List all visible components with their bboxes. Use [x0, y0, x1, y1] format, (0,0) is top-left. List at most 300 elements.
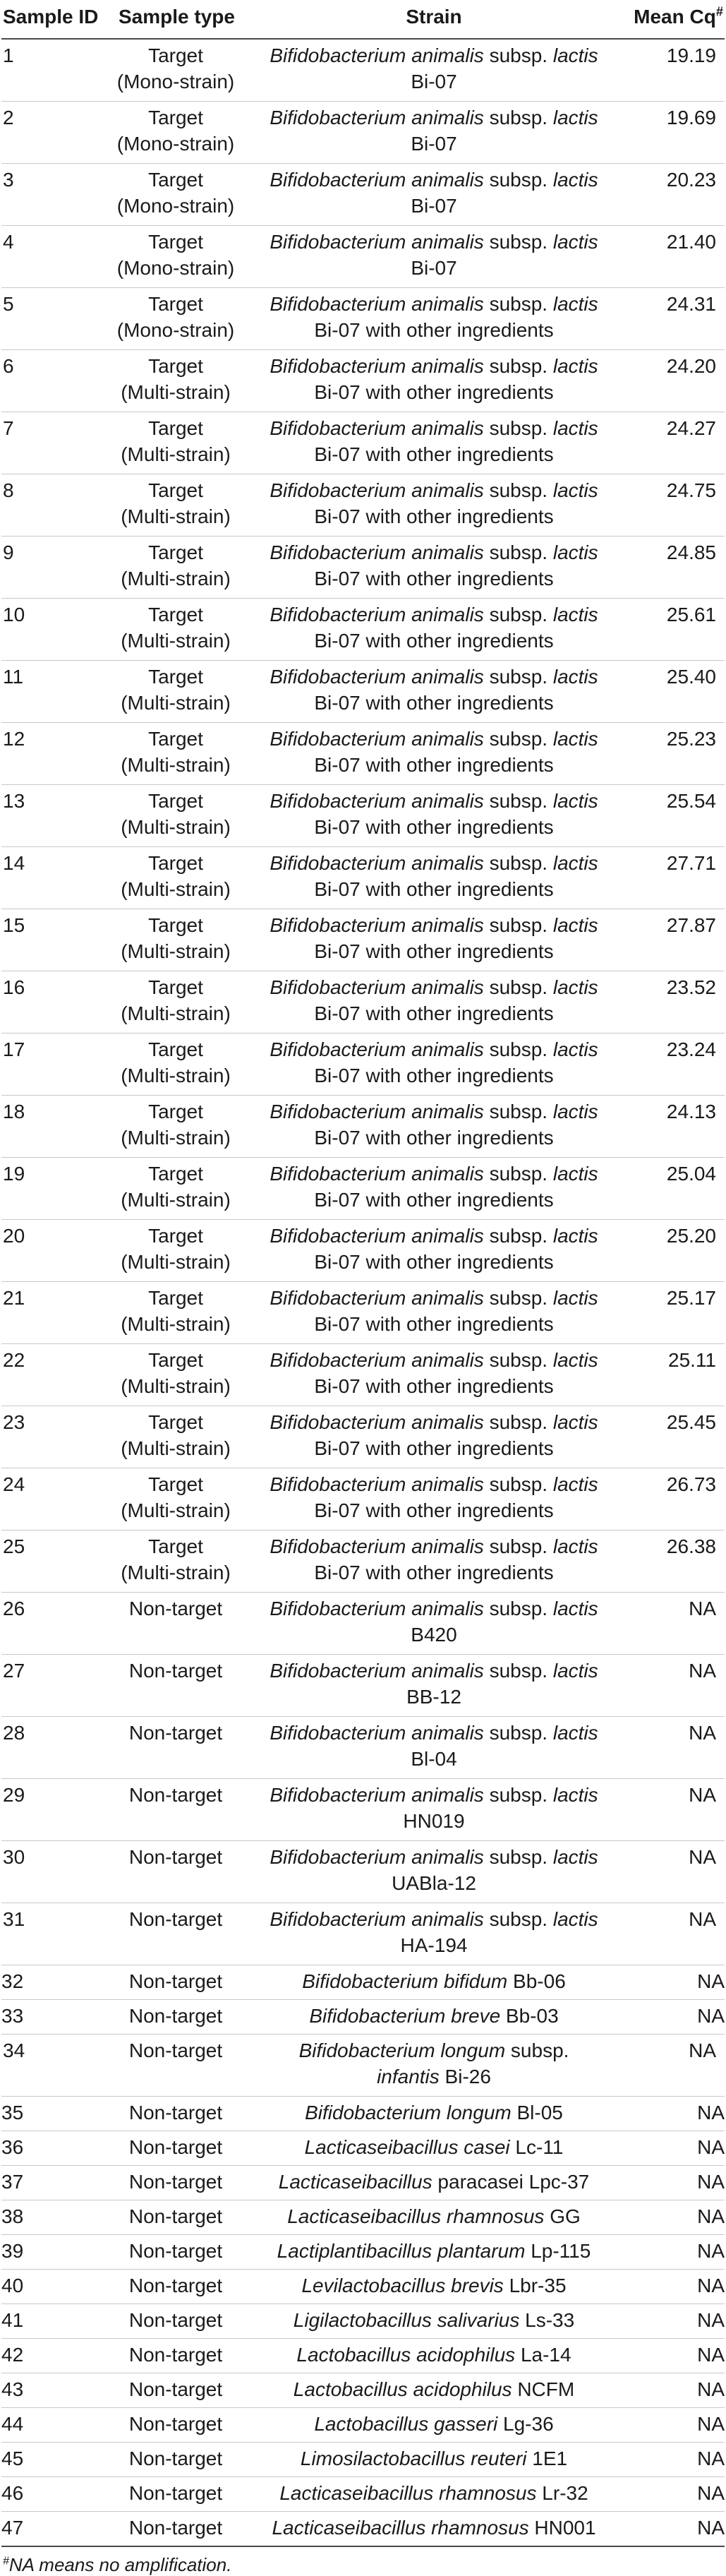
- cell-strain: [236, 2339, 632, 2373]
- table-row: [1, 2477, 725, 2512]
- strain-designation: subsp.: [483, 1784, 553, 1806]
- strain-line: [241, 1062, 627, 1089]
- strain-line: [241, 1223, 627, 1249]
- strain-designation: subsp.: [483, 107, 553, 128]
- strain-designation: Bi-07 with other ingredients: [314, 754, 554, 776]
- strain-species-name: lactis: [552, 1598, 598, 1619]
- strain-designation: subsp.: [483, 1598, 553, 1619]
- strain-species-name: Bifidobacterium animalis: [270, 914, 484, 936]
- cell-mean-cq: NA: [632, 2000, 725, 2035]
- sample-type-line: (Mono-strain): [116, 319, 235, 341]
- strain-designation: Bi-07 with other ingredients: [314, 1562, 554, 1583]
- cell-sample-id: 39: [1, 2235, 116, 2270]
- cell-strain: [236, 1717, 632, 1779]
- cell-strain: [236, 2443, 632, 2477]
- strain-line: [241, 1098, 627, 1125]
- strain-designation: subsp.: [483, 666, 553, 688]
- table-row: [1, 2512, 725, 2547]
- strain-designation: Bb-06: [507, 1970, 566, 1992]
- cell-sample-id: 7: [1, 412, 116, 474]
- strain-species-name: Lactobacillus gasseri: [314, 2413, 498, 2435]
- cell-strain: [236, 1158, 632, 1220]
- strain-line: [241, 1906, 627, 1932]
- strain-designation: Bl-04: [411, 1748, 457, 1770]
- strain-designation: Bi-07: [411, 195, 457, 217]
- table-row: [1, 1344, 725, 1406]
- strain-line: [241, 1373, 627, 1399]
- cell-sample-id: 3: [1, 164, 116, 226]
- cell-mean-cq: 27.87: [632, 909, 725, 971]
- strain-designation: subsp.: [483, 914, 553, 936]
- strain-species-name: Bifidobacterium animalis: [270, 666, 484, 688]
- cell-mean-cq: NA: [632, 2035, 725, 2097]
- cell-mean-cq: NA: [632, 2477, 725, 2512]
- strain-species-name: Bifidobacterium animalis: [270, 479, 484, 501]
- sample-type-line: Target: [148, 231, 203, 253]
- cell-mean-cq: NA: [632, 2235, 725, 2270]
- cell-strain: [236, 2200, 632, 2235]
- strain-species-name: lactis: [552, 1101, 598, 1122]
- strain-species-name: Bifidobacterium animalis: [270, 1722, 484, 1744]
- cell-strain: [236, 2270, 632, 2304]
- strain-designation: subsp.: [483, 1473, 553, 1495]
- strain-designation: B420: [411, 1624, 457, 1646]
- sample-type-line: Target: [148, 293, 203, 315]
- table-row: [1, 164, 725, 226]
- strain-species-name: Bifidobacterium animalis: [270, 107, 484, 128]
- strain-species-name: Levilactobacillus brevis: [301, 2275, 504, 2296]
- sample-type-line: (Mono-strain): [116, 195, 235, 217]
- strain-species-name: Bifidobacterium animalis: [270, 1225, 484, 1247]
- strain-designation: Lr-32: [536, 2482, 588, 2504]
- cell-sample-id: 35: [1, 2097, 116, 2131]
- strain-designation: subsp.: [483, 417, 553, 439]
- strain-line: [241, 1658, 627, 1684]
- cell-mean-cq: 19.19: [632, 39, 725, 102]
- strain-designation: paracasei Lpc-37: [432, 2171, 590, 2193]
- strain-designation: UABla-12: [392, 1872, 476, 1894]
- strain-species-name: lactis: [552, 1908, 598, 1930]
- cell-sample-type: [116, 2477, 236, 2512]
- cell-sample-type: [116, 537, 236, 599]
- strain-designation: Bi-07 with other ingredients: [314, 1313, 554, 1335]
- table-row: [1, 474, 725, 537]
- cell-sample-id: 38: [1, 2200, 116, 2235]
- sample-type-line: Non-target: [128, 2136, 223, 2158]
- sample-type-line: (Multi-strain): [121, 1375, 231, 1397]
- table-row: [1, 785, 725, 847]
- table-row: [1, 909, 725, 971]
- cell-mean-cq: NA: [632, 2270, 725, 2304]
- strain-designation: subsp.: [483, 1908, 553, 1930]
- cell-mean-cq: 20.23: [632, 164, 725, 226]
- strain-designation: Bi-07 with other ingredients: [314, 1437, 554, 1459]
- cell-strain: [236, 1034, 632, 1096]
- cell-mean-cq: NA: [632, 2512, 725, 2547]
- strain-line: [241, 441, 627, 467]
- strain-species-name: Bifidobacterium animalis: [270, 604, 484, 625]
- table-row: [1, 1158, 725, 1220]
- sample-type-line: Non-target: [128, 1908, 223, 1930]
- strain-designation: subsp.: [505, 2039, 569, 2061]
- cell-sample-id: 18: [1, 1096, 116, 1158]
- header-strain: Strain: [236, 0, 632, 39]
- cell-sample-id: 40: [1, 2270, 116, 2304]
- sample-type-line: Non-target: [128, 1598, 223, 1619]
- strain-designation: Bi-07 with other ingredients: [314, 630, 554, 652]
- cell-sample-id: 21: [1, 1282, 116, 1344]
- strain-species-name: Bifidobacterium animalis: [270, 293, 484, 315]
- cell-sample-type: [116, 2235, 236, 2270]
- strain-line: [241, 379, 627, 405]
- cell-mean-cq: 24.85: [632, 537, 725, 599]
- strain-designation: subsp.: [483, 1101, 553, 1122]
- strain-line: [241, 415, 627, 441]
- strain-species-name: lactis: [552, 1722, 598, 1744]
- strain-line: [241, 2099, 627, 2126]
- strain-designation: Lbr-35: [503, 2275, 567, 2296]
- strain-designation: subsp.: [483, 169, 553, 191]
- strain-line: [241, 104, 627, 131]
- strain-species-name: lactis: [552, 479, 598, 501]
- cell-sample-id: 1: [1, 39, 116, 102]
- strain-species-name: lactis: [552, 1660, 598, 1682]
- strain-species-name: Lacticaseibacillus rhamnosus: [279, 2482, 537, 2504]
- strain-species-name: Bifidobacterium breve: [309, 2005, 501, 2027]
- cell-mean-cq: NA: [632, 1717, 725, 1779]
- strain-designation: Bi-07 with other ingredients: [314, 1002, 554, 1024]
- cell-sample-id: 44: [1, 2408, 116, 2443]
- strain-line: [241, 565, 627, 592]
- cell-mean-cq: NA: [632, 1841, 725, 1903]
- strain-line: [241, 2376, 627, 2402]
- strain-line: [241, 1435, 627, 1461]
- sample-type-line: Target: [148, 1535, 203, 1557]
- cell-sample-id: 30: [1, 1841, 116, 1903]
- strain-species-name: Bifidobacterium animalis: [270, 1038, 484, 1060]
- cell-strain: [236, 2035, 632, 2097]
- cell-sample-type: [116, 474, 236, 537]
- cell-strain: [236, 2166, 632, 2200]
- cell-mean-cq: 24.31: [632, 288, 725, 350]
- sample-type-line: Target: [148, 541, 203, 563]
- strain-designation: subsp.: [483, 1846, 553, 1868]
- strain-designation: Bi-07 with other ingredients: [314, 1251, 554, 1273]
- cell-sample-id: 16: [1, 971, 116, 1034]
- strain-line: [241, 317, 627, 343]
- strain-species-name: Lacticaseibacillus: [278, 2171, 432, 2193]
- cell-mean-cq: 24.13: [632, 1096, 725, 1158]
- cell-mean-cq: 25.54: [632, 785, 725, 847]
- strain-species-name: lactis: [552, 1225, 598, 1247]
- table-row: [1, 226, 725, 288]
- sample-type-line: (Multi-strain): [121, 754, 231, 776]
- sample-type-line: Non-target: [128, 2482, 223, 2504]
- sample-type-line: (Multi-strain): [121, 1562, 231, 1583]
- table-row: [1, 661, 725, 723]
- strain-species-name: Bifidobacterium animalis: [270, 852, 484, 874]
- strain-species-name: Bifidobacterium animalis: [270, 44, 484, 66]
- footnote-mark: #: [3, 2555, 9, 2568]
- strain-line: [241, 167, 627, 193]
- strain-species-name: lactis: [552, 1473, 598, 1495]
- table-row: [1, 1717, 725, 1779]
- cell-strain: [236, 909, 632, 971]
- cell-strain: [236, 2235, 632, 2270]
- cell-sample-type: [116, 2408, 236, 2443]
- sample-type-line: Target: [148, 1349, 203, 1371]
- sample-type-line: (Multi-strain): [121, 1127, 231, 1149]
- cell-mean-cq: 25.61: [632, 599, 725, 661]
- strain-line: [241, 2169, 627, 2195]
- strain-designation: Bi-07 with other ingredients: [314, 319, 554, 341]
- cell-mean-cq: 25.17: [632, 1282, 725, 1344]
- cell-sample-id: 2: [1, 102, 116, 164]
- sample-type-line: (Multi-strain): [121, 1499, 231, 1521]
- cell-sample-type: [116, 164, 236, 226]
- table-row: [1, 1655, 725, 1717]
- cell-mean-cq: NA: [632, 1655, 725, 1717]
- cell-strain: [236, 2512, 632, 2547]
- strain-line: [241, 601, 627, 628]
- table-row: [1, 971, 725, 1034]
- strain-designation: subsp.: [483, 44, 553, 66]
- cell-strain: [236, 537, 632, 599]
- cell-sample-id: 26: [1, 1593, 116, 1655]
- cell-strain: [236, 288, 632, 350]
- sample-type-line: Target: [148, 1473, 203, 1495]
- sample-type-line: Non-target: [128, 2102, 223, 2123]
- strain-designation: Bi-07: [411, 71, 457, 92]
- cell-sample-type: [116, 2270, 236, 2304]
- sample-type-line: (Multi-strain): [121, 1437, 231, 1459]
- sample-type-line: Non-target: [128, 2039, 223, 2061]
- cell-sample-type: [116, 1717, 236, 1779]
- strain-line: [241, 1559, 627, 1586]
- cell-mean-cq: 24.20: [632, 350, 725, 412]
- sample-type-line: (Multi-strain): [121, 692, 231, 714]
- strain-designation: subsp.: [483, 231, 553, 253]
- strain-species-name: lactis: [552, 852, 598, 874]
- cell-sample-type: [116, 350, 236, 412]
- strain-line: [241, 291, 627, 317]
- cell-mean-cq: 23.52: [632, 971, 725, 1034]
- cell-sample-type: [116, 2035, 236, 2097]
- table-row: [1, 2373, 725, 2408]
- table-row: [1, 599, 725, 661]
- strain-species-name: infantis: [377, 2066, 440, 2087]
- sample-type-line: Target: [148, 1287, 203, 1309]
- strain-line: [241, 788, 627, 814]
- cell-sample-type: [116, 1841, 236, 1903]
- cell-sample-type: [116, 661, 236, 723]
- cell-strain: [236, 1406, 632, 1468]
- strain-line: [241, 1720, 627, 1746]
- cell-sample-type: [116, 1220, 236, 1282]
- strain-species-name: lactis: [552, 1163, 598, 1185]
- cell-mean-cq: 24.27: [632, 412, 725, 474]
- strain-line: [241, 1497, 627, 1523]
- strain-designation: Bi-07 with other ingredients: [314, 692, 554, 714]
- strain-line: [241, 1782, 627, 1808]
- table-row: [1, 1593, 725, 1655]
- cell-strain: [236, 164, 632, 226]
- strain-line: [241, 539, 627, 565]
- cell-sample-type: [116, 847, 236, 909]
- cell-mean-cq: 27.71: [632, 847, 725, 909]
- sample-type-line: Non-target: [128, 2275, 223, 2296]
- cell-sample-id: 14: [1, 847, 116, 909]
- cell-strain: [236, 1593, 632, 1655]
- cell-sample-id: 45: [1, 2443, 116, 2477]
- strain-species-name: Bifidobacterium animalis: [270, 790, 484, 812]
- cell-sample-type: [116, 412, 236, 474]
- strain-species-name: lactis: [552, 541, 598, 563]
- cell-sample-id: 4: [1, 226, 116, 288]
- strain-species-name: Bifidobacterium animalis: [270, 1473, 484, 1495]
- cell-sample-type: [116, 2443, 236, 2477]
- strain-designation: Bb-03: [500, 2005, 559, 2027]
- sample-type-line: Non-target: [128, 2413, 223, 2435]
- strain-line: [241, 2307, 627, 2333]
- cell-strain: [236, 474, 632, 537]
- sample-type-line: (Multi-strain): [121, 1065, 231, 1086]
- strain-line: [241, 1249, 627, 1275]
- strain-species-name: Bifidobacterium animalis: [270, 728, 484, 750]
- strain-species-name: Bifidobacterium animalis: [270, 976, 484, 998]
- table-row: [1, 1220, 725, 1282]
- strain-designation: HA-194: [400, 1934, 468, 1956]
- footnote-text: NA means no amplification.: [8, 2554, 232, 2575]
- cell-sample-type: [116, 2131, 236, 2166]
- strain-species-name: lactis: [552, 293, 598, 315]
- strain-species-name: Bifidobacterium animalis: [270, 1908, 484, 1930]
- sample-type-line: (Multi-strain): [121, 1189, 231, 1211]
- strain-designation: subsp.: [483, 479, 553, 501]
- strain-line: [241, 2480, 627, 2506]
- strain-line: [241, 2003, 627, 2029]
- strain-designation: subsp.: [483, 790, 553, 812]
- table-row: [1, 2131, 725, 2166]
- strain-line: [241, 850, 627, 876]
- sample-type-line: (Multi-strain): [121, 381, 231, 403]
- cell-sample-id: 46: [1, 2477, 116, 2512]
- cell-mean-cq: 26.73: [632, 1468, 725, 1530]
- sample-type-line: Non-target: [128, 2378, 223, 2400]
- strain-species-name: Bifidobacterium animalis: [270, 1846, 484, 1868]
- strain-line: [241, 1187, 627, 1213]
- strain-species-name: lactis: [552, 231, 598, 253]
- cell-strain: [236, 1841, 632, 1903]
- strain-species-name: lactis: [552, 1784, 598, 1806]
- table-row: [1, 1779, 725, 1841]
- strain-line: [241, 2411, 627, 2437]
- table-row: [1, 412, 725, 474]
- strain-species-name: lactis: [552, 1349, 598, 1371]
- strain-line: [241, 229, 627, 255]
- strain-species-name: lactis: [552, 976, 598, 998]
- cell-mean-cq: 26.38: [632, 1530, 725, 1593]
- cell-sample-type: [116, 1655, 236, 1717]
- cell-strain: [236, 2131, 632, 2166]
- strain-species-name: lactis: [552, 728, 598, 750]
- cell-sample-id: 17: [1, 1034, 116, 1096]
- table-row: [1, 1096, 725, 1158]
- strain-designation: subsp.: [483, 1722, 553, 1744]
- cell-sample-type: [116, 971, 236, 1034]
- strain-species-name: Limosilactobacillus reuteri: [300, 2448, 527, 2469]
- sample-type-line: (Mono-strain): [116, 133, 235, 155]
- strain-line: [241, 131, 627, 157]
- sample-type-line: Non-target: [128, 2171, 223, 2193]
- strain-designation: subsp.: [483, 976, 553, 998]
- strain-line: [241, 1036, 627, 1062]
- cell-strain: [236, 39, 632, 102]
- cell-sample-type: [116, 1530, 236, 1593]
- strain-line: [241, 876, 627, 902]
- strain-designation: La-14: [515, 2344, 571, 2366]
- strain-species-name: lactis: [552, 1411, 598, 1433]
- table-row: [1, 2443, 725, 2477]
- sample-type-line: Target: [148, 1225, 203, 1247]
- cell-strain: [236, 1096, 632, 1158]
- cell-mean-cq: 25.11: [632, 1344, 725, 1406]
- strain-line: [241, 2272, 627, 2299]
- cell-sample-id: 23: [1, 1406, 116, 1468]
- strain-designation: Bi-07 with other ingredients: [314, 1065, 554, 1086]
- sample-type-line: Target: [148, 107, 203, 128]
- cell-strain: [236, 2408, 632, 2443]
- strain-species-name: Bifidobacterium animalis: [270, 355, 484, 377]
- table-row: [1, 1965, 725, 2000]
- strain-species-name: Lactiplantibacillus plantarum: [277, 2240, 526, 2262]
- strain-line: [241, 2342, 627, 2368]
- cell-sample-id: 13: [1, 785, 116, 847]
- strain-line: [241, 1161, 627, 1187]
- cell-sample-id: 42: [1, 2339, 116, 2373]
- cell-mean-cq: 25.04: [632, 1158, 725, 1220]
- cell-sample-type: [116, 2512, 236, 2547]
- cell-sample-id: 34: [1, 2035, 116, 2097]
- strain-designation: subsp.: [483, 1349, 553, 1371]
- strain-species-name: Lacticaseibacillus casei: [304, 2136, 510, 2158]
- strain-line: [241, 2515, 627, 2541]
- strain-species-name: Lactobacillus acidophilus: [296, 2344, 516, 2366]
- cell-sample-id: 10: [1, 599, 116, 661]
- cell-mean-cq: 25.45: [632, 1406, 725, 1468]
- sample-type-line: Target: [148, 44, 203, 66]
- cell-strain: [236, 847, 632, 909]
- strain-species-name: Bifidobacterium animalis: [270, 231, 484, 253]
- table-row: [1, 1841, 725, 1903]
- sample-type-line: Target: [148, 790, 203, 812]
- header-mean-cq: [632, 0, 725, 39]
- header-sample-id: Sample ID: [1, 0, 116, 39]
- strain-line: [241, 1311, 627, 1337]
- sample-type-line: (Multi-strain): [121, 940, 231, 962]
- cell-mean-cq: NA: [632, 1593, 725, 1655]
- table-row: [1, 2000, 725, 2035]
- strain-species-name: Ligilactobacillus salivarius: [293, 2309, 520, 2331]
- strain-species-name: Bifidobacterium animalis: [270, 1411, 484, 1433]
- strain-species-name: Bifidobacterium animalis: [270, 1101, 484, 1122]
- strain-designation: subsp.: [483, 852, 553, 874]
- strain-designation: NCFM: [512, 2378, 575, 2400]
- cell-sample-type: [116, 1903, 236, 1965]
- strain-line: [241, 974, 627, 1000]
- cell-sample-id: 28: [1, 1717, 116, 1779]
- table-row: [1, 288, 725, 350]
